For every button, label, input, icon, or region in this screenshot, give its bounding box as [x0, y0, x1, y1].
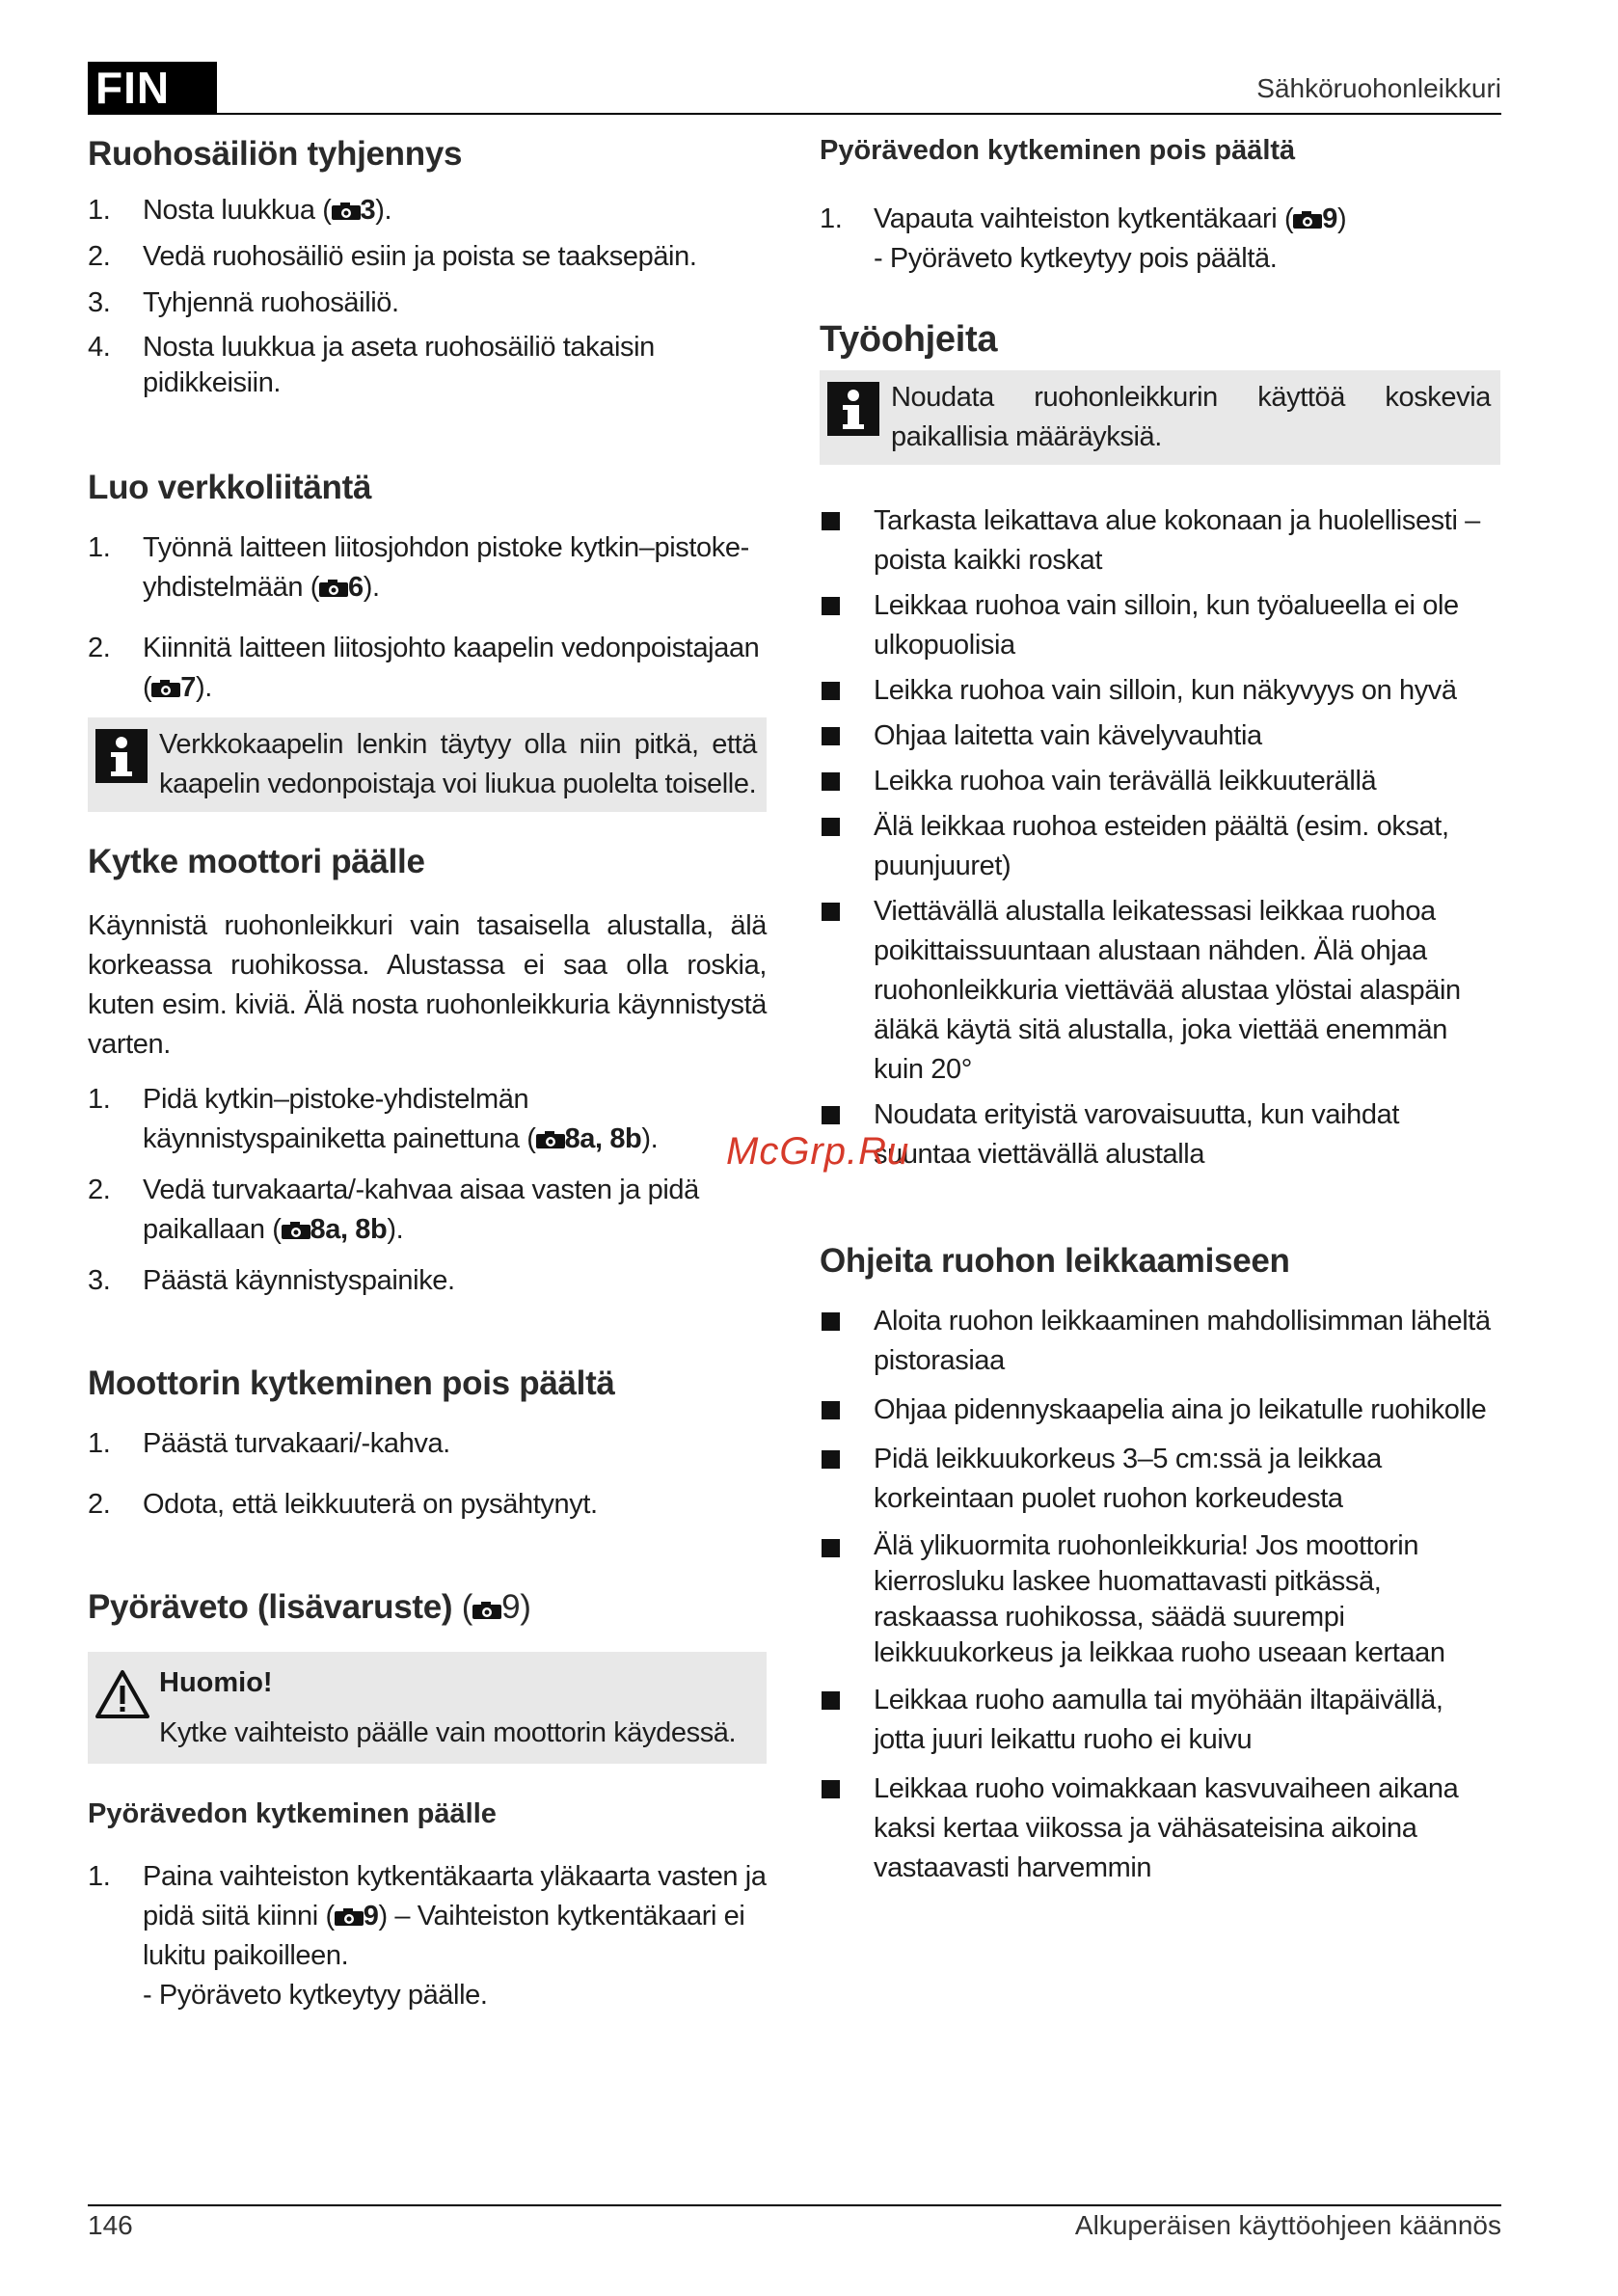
section-title: Kytke moottori päälle — [88, 843, 425, 880]
camera-icon — [282, 1222, 310, 1239]
step-item: 2. Odota, että leikkuuterä on pysähtynyt. — [88, 1489, 598, 1520]
info-text: Verkkokaapelin lenkin täytyy olla niin pitkä, että kaapelin vedonpoistaja voi liukua puolelta toiselle. — [159, 729, 757, 799]
camera-icon — [472, 1602, 501, 1619]
steps-list — [88, 191, 767, 401]
bullet-square — [822, 597, 840, 615]
steps-list — [88, 1080, 767, 1301]
bullet-item: Noudata erityistä varovaisuutta, kun vaihdat suuntaa viettävällä alustalla — [820, 1095, 1500, 1175]
header-divider — [88, 113, 1501, 115]
bullet-square — [822, 1401, 840, 1419]
steps-list — [88, 1857, 767, 2015]
bullet-item: Viettävällä alustalla leikatessasi leikkaa ruohoa poikittaissuuntaan alustaan nähden. Älä ohjaa ruohonleikkuria viettävää alustaa ylöstai alaspäin äläkä käytä sitä alustalla, joka viettää enemmän kuin 20° — [820, 892, 1500, 1090]
section-title: Luo verkkoliitäntä — [88, 469, 372, 506]
bullet-square — [822, 1450, 840, 1469]
bullet-item: Ohjaa laitetta vain kävelyvauhtia — [820, 716, 1500, 756]
bullet-item: Aloita ruohon leikkaaminen mahdollisimman läheltä pistorasiaa — [820, 1302, 1500, 1381]
bullet-square — [822, 1691, 840, 1710]
paragraph: Käynnistä ruohonleikkuri vain tasaisella alustalla, älä korkeassa ruohikossa. Alustassa ei saa olla roskia, kuten esim. kiviä. Älä nosta ruohonleikkuria käynnistystä varten. — [88, 910, 767, 1060]
bullet-list — [820, 501, 1500, 1175]
warning-title: Huomio! — [159, 1667, 273, 1698]
page-number: 146 — [88, 2210, 133, 2240]
info-box — [820, 370, 1500, 465]
camera-icon — [536, 1131, 565, 1148]
left-column — [88, 135, 767, 2015]
section-title: Työohjeita — [820, 319, 998, 360]
bullet-item: Älä ylikuormita ruohonleikkuria! Jos moottorin kierrosluku laskee huomattavasti pitkässä, raskaassa ruohikossa, säädä suurempi leikkuukorkeus ja leikkaa ruoho useaan kertaan — [820, 1528, 1500, 1671]
right-column — [820, 135, 1500, 1888]
camera-icon — [335, 1908, 364, 1926]
step-note: - Pyöräveto kytkeytyy päälle. — [143, 1980, 488, 2011]
step-item: 1. Päästä turvakaari/-kahva. — [88, 1428, 450, 1459]
bullet-item: Leikka ruohoa vain silloin, kun näkyvyys on hyvä — [820, 671, 1500, 711]
info-text: Noudata ruohonleikkurin käyttöä koskevia paikallisia määräyksiä. — [891, 382, 1491, 452]
step-item: 2. Kiinnitä laitteen liitosjohto kaapelin vedonpoistajaan ( 7). — [88, 633, 760, 703]
section-title: Ohjeita ruohon leikkaamiseen — [820, 1242, 1290, 1280]
warning-box — [88, 1652, 767, 1764]
footer-text: Alkuperäisen käyttöohjeen käännös — [1074, 2210, 1501, 2240]
bullet-square — [822, 1106, 840, 1124]
step-item: 3. Päästä käynnistyspainike. — [88, 1265, 455, 1296]
section-title: Moottorin kytkeminen pois päältä — [88, 1364, 615, 1402]
warning-icon — [95, 1669, 149, 1719]
section-title: Ruohosäiliön tyhjennys — [88, 135, 463, 173]
step-item: 2. Vedä turvakaarta/-kahvaa aisaa vasten ja pidä paikallaan ( 8a, 8b). — [88, 1175, 699, 1245]
header-title: Sähköruohonleikkuri — [1256, 73, 1501, 103]
bullet-item: Leikka ruohoa vain terävällä leikkuuterällä — [820, 762, 1500, 801]
bullet-square — [822, 772, 840, 791]
step-item: 1. Vapauta vaihteiston kytkentäkaari ( 9) - Pyöräveto kytkeytyy pois päältä. — [820, 200, 1500, 279]
step-item: 3. Tyhjennä ruohosäiliö. — [88, 287, 399, 318]
step-item: 1. Pidä kytkin–pistoke-yhdistelmän käynnistyspainiketta painettuna ( 8a, 8b). — [88, 1084, 659, 1154]
steps-list — [820, 200, 1500, 279]
info-icon — [827, 382, 879, 436]
watermark: McGrp.Ru — [726, 1130, 910, 1173]
bullet-item: Leikkaa ruohoa vain silloin, kun työalueella ei ole ulkopuolisia — [820, 586, 1500, 665]
bullet-square — [822, 727, 840, 745]
camera-icon — [1293, 211, 1322, 229]
steps-list — [88, 528, 767, 708]
bullet-square — [822, 818, 840, 836]
footer-divider — [88, 2204, 1501, 2206]
step-note: - Pyöräveto kytkeytyy pois päältä. — [874, 243, 1278, 274]
step-item: 1. Nosta luukkua ( 3). — [88, 195, 392, 226]
bullet-item: Leikkaa ruoho aamulla tai myöhään iltapäivällä, jotta juuri leikattu ruoho ei kuivu — [820, 1681, 1500, 1760]
section-title: Pyöräveto (lisävaruste) ( 9) — [88, 1588, 531, 1626]
bullet-square — [822, 1780, 840, 1798]
camera-icon — [319, 580, 348, 597]
warning-text: Kytke vaihteisto päälle vain moottorin käydessä. — [159, 1717, 737, 1748]
step-item: 1. Työnnä laitteen liitosjohdon pistoke kytkin–pistoke-yhdistelmään ( 6). — [88, 532, 749, 603]
bullet-square — [822, 1312, 840, 1331]
bullet-square — [822, 682, 840, 700]
bullet-item: Älä leikkaa ruohoa esteiden päältä (esim. oksat, puunjuuret) — [820, 807, 1500, 886]
bullet-square — [822, 1539, 840, 1557]
subsection-title: Pyörävedon kytkeminen päälle — [88, 1798, 497, 1829]
step-item: 2. Vedä ruohosäiliö esiin ja poista se taaksepäin. — [88, 241, 697, 272]
camera-icon — [332, 203, 361, 220]
bullet-item: Leikkaa ruoho voimakkaan kasvuvaiheen aikana kaksi kertaa viikossa ja vähäsateisina aikoina vastaavasti harvemmin — [820, 1769, 1500, 1888]
bullet-item: Ohjaa pidennyskaapelia aina jo leikatulle ruohikolle — [820, 1391, 1500, 1430]
bullet-square — [822, 512, 840, 530]
language-badge: FIN — [88, 62, 217, 114]
bullet-item: Tarkasta leikattava alue kokonaan ja huolellisesti – poista kaikki roskat — [820, 501, 1500, 581]
bullet-list — [820, 1302, 1500, 1888]
info-icon — [95, 729, 148, 783]
step-item: 4. Nosta luukkua ja aseta ruohosäiliö takaisin pidikkeisiin. — [88, 332, 655, 398]
bullet-item: Pidä leikkuukorkeus 3–5 cm:ssä ja leikkaa korkeintaan puolet ruohon korkeudesta — [820, 1440, 1500, 1519]
camera-icon — [151, 680, 180, 697]
step-item: 1. Paina vaihteiston kytkentäkaarta yläkaarta vasten ja pidä siitä kiinni ( 9) – Vaihteiston kytkentäkaari ei lukitu paikoilleen. - Pyöräveto kytkeytyy päälle. — [88, 1857, 767, 2015]
info-box — [88, 717, 767, 812]
bullet-square — [822, 903, 840, 921]
subsection-title: Pyörävedon kytkeminen pois päältä — [820, 135, 1296, 166]
steps-list — [88, 1424, 767, 1525]
